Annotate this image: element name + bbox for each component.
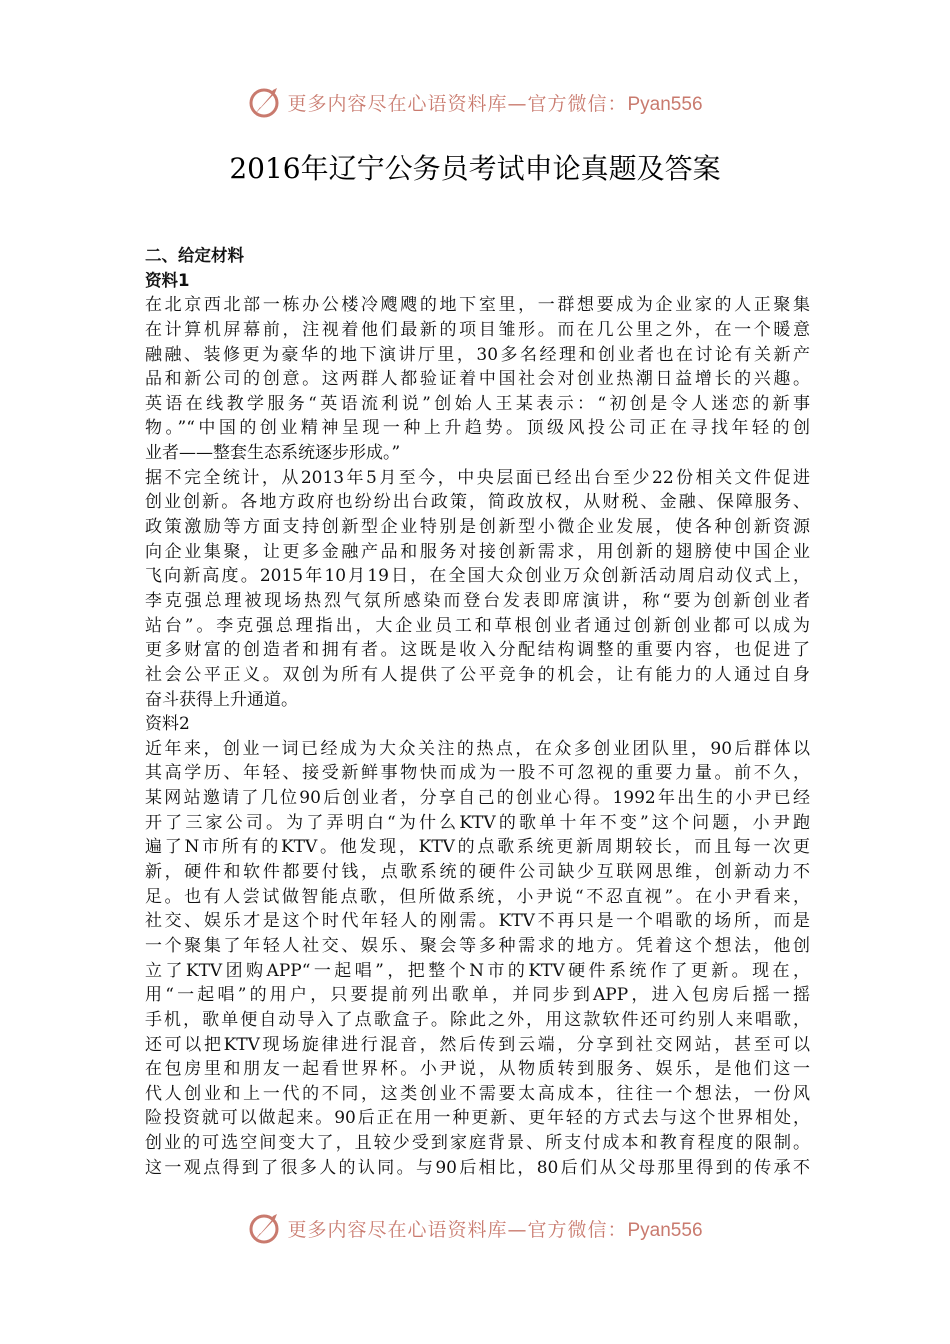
paragraph-line: 政策激励等方面支持创新型企业特别是创新型小微企业发展，使各种创新资源 [145,517,810,538]
watermark-text: 更多内容尽在心语资料库—官方微信：Pyan556 [287,92,703,115]
paragraph-line: 险投资就可以做起来。90后正在用一种更新、更年轻的方式去与这个世界相处， [145,1108,810,1129]
watermark-content [247,1210,702,1246]
material-1-label: 资料1 [145,270,190,290]
watermark-content [247,84,702,120]
paragraph-line: 用“一起唱”的用户，只要提前列出歌单，并同步到APP，进入包房后摇一摇 [145,985,810,1006]
paragraph-line: 这一观点得到了很多人的认同。与90后相比，80后们从父母那里得到的传承不 [145,1157,810,1178]
paragraph-line: 物。”“中国的创业精神呈现一种上升趋势。顶级风投公司正在寻找年轻的创 [145,418,810,439]
paragraph-line: 品和新公司的创意。这两群人都验证着中国社会对创业热潮日益增长的兴趣。 [145,369,810,390]
paragraph-line: 更多财富的创造者和拥有者。这既是收入分配结构调整的重要内容，也促进了 [145,640,810,661]
paragraph-line: 手机，歌单便自动导入了点歌盒子。除此之外，用这款软件还可约别人来唱歌， [145,1009,810,1030]
paragraph-line: 其高学历、年轻、接受新鲜事物快而成为一股不可忽视的重要力量。前不久， [145,763,810,784]
material-1-text [145,293,810,712]
paragraph-line: 向企业集聚，让更多金融产品和服务对接创新需求，用创新的翅膀使中国企业 [145,541,810,562]
paragraph-line: 一个聚集了年轻人社交、娱乐、聚会等多种需求的地方。凭着这个想法，他创 [145,935,810,956]
watermark-text: 更多内容尽在心语资料库—官方微信：Pyan556 [287,1218,703,1241]
paragraph-line: 某网站邀请了几位90后创业者，分享自己的创业心得。1992年出生的小尹已经 [145,788,810,809]
paragraph-line: 创业创新。各地方政府也纷纷出台政策，简政放权，从财税、金融、保障服务、 [145,492,810,513]
paragraph-line: 站台”。李克强总理指出，大企业员工和草根创业者通过创新创业都可以成为 [145,615,810,636]
paragraph-line: 飞向新高度。2015年10月19日，在全国大众创业万众创新活动周启动仪式上， [145,566,810,587]
section-heading: 二、给定材料 [145,246,244,265]
paragraph-line: 开了三家公司。为了弄明白“为什么KTV的歌单十年不变”这个问题，小尹跑 [145,812,810,833]
paragraph-line: 立了KTV团购APP“一起唱”，把整个N市的KTV硬件系统作了更新。现在， [145,960,810,981]
paragraph-line: 近年来，创业一词已经成为大众关注的热点，在众多创业团队里，90后群体以 [145,738,810,759]
quill-pen-icon [247,1210,283,1246]
paragraph-line: 英语在线教学服务“英语流利说”创始人王某表示：“初创是令人迷恋的新事 [145,393,810,414]
paragraph-line: 社交、娱乐才是这个时代年轻人的刚需。KTV不再只是一个唱歌的场所，而是 [145,911,810,932]
paragraph-line: 足。也有人尝试做智能点歌，但所做系统，小尹说“不忍直视”。在小尹看来， [145,886,810,907]
paragraph-line: 创业的可选空间变大了，且较少受到家庭背景、所支付成本和教育程度的限制。 [145,1133,810,1154]
quill-pen-icon [247,84,283,120]
paragraph-line: 社会公平正义。双创为所有人提供了公平竞争的机会，让有能力的人通过自身 [145,664,810,685]
material-2-label: 资料2 [145,714,190,735]
paragraph-line: 新，硬件和软件都要付钱，点歌系统的硬件公司缺少互联网思维，创新动力不 [145,862,810,883]
document-body [145,244,810,1180]
paragraph-line: 还可以把KTV现场旋律进行混音，然后传到云端，分享到社交网站，甚至可以 [145,1034,810,1055]
document-title: 2016年辽宁公务员考试申论真题及答案 [229,152,721,185]
material-2-text [145,737,810,1181]
paragraph-line: 在北京西北部一栋办公楼冷飕飕的地下室里，一群想要成为企业家的人正聚集 [145,295,810,316]
paragraph-line: 代人创业和上一代的不同，这类创业不需要太高成本，往往一个想法，一份风 [145,1083,810,1104]
paragraph-line: 业者——整套生态系统逐步形成。” [145,443,401,464]
paragraph-line: 据不完全统计，从2013年5月至今，中央层面已经出台至少22份相关文件促进 [145,467,810,488]
paragraph-line: 李克强总理被现场热烈气氛所感染而登台发表即席演讲，称“要为创新创业者 [145,590,810,611]
watermark-banner-bottom [0,1208,950,1248]
paragraph-line: 遍了N市所有的KTV。他发现，KTV的点歌系统更新周期较长，而且每一次更 [145,837,810,858]
paragraph-line: 在计算机屏幕前，注视着他们最新的项目雏形。而在几公里之外，在一个暖意 [145,319,810,340]
paragraph-line: 奋斗获得上升通道。 [145,689,298,710]
paragraph-line: 在包房里和朋友一起看世界杯。小尹说，从物质转到服务、娱乐，是他们这一 [145,1059,810,1080]
watermark-banner-top [0,82,950,122]
paragraph-line: 融融、装修更为豪华的地下演讲厅里，30多名经理和创业者也在讨论有关新产 [145,344,810,365]
